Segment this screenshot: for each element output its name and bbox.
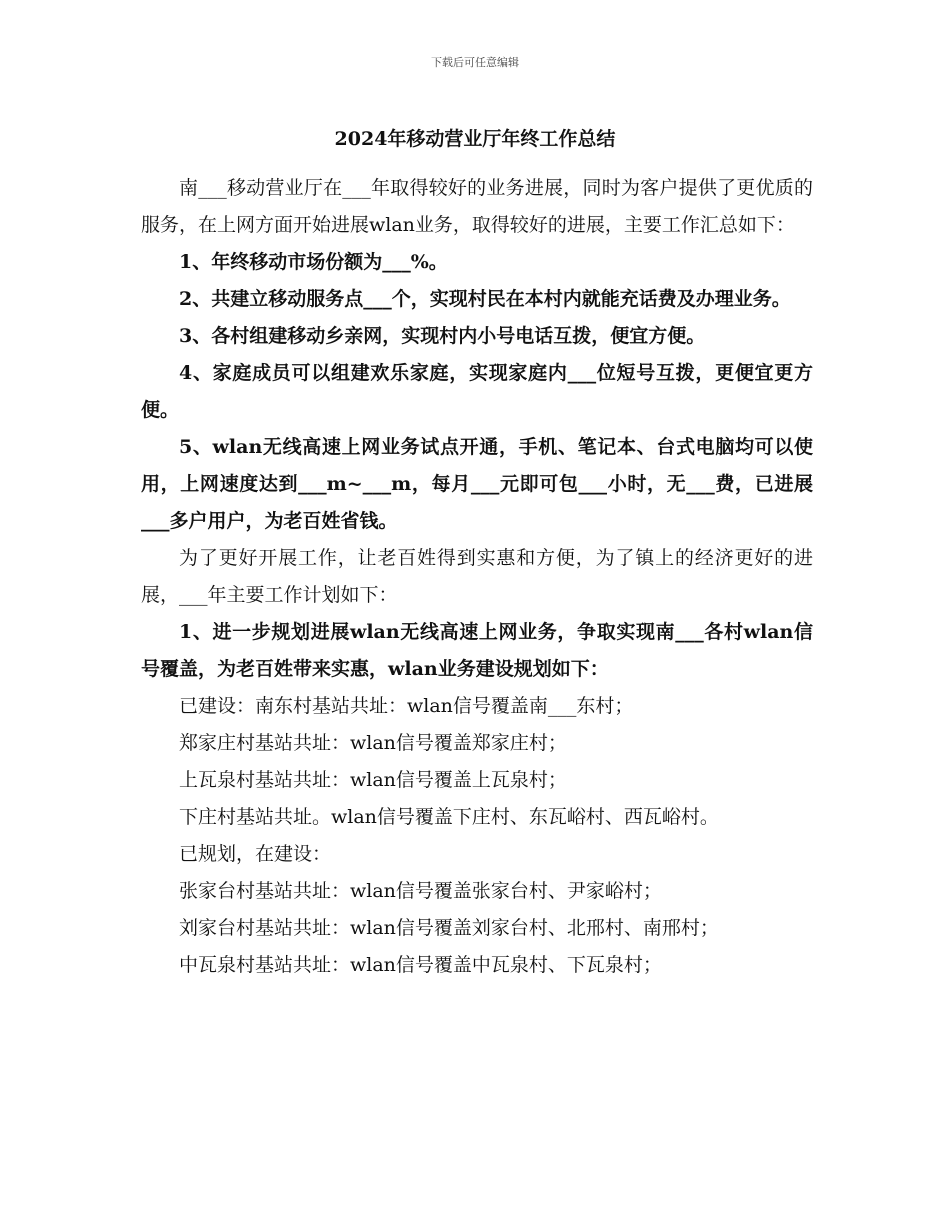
document-body (141, 170, 813, 984)
plan-item-1: 1、进一步规划进展wlan无线高速上网业务，争取实现南___各村wlan信号覆盖，为老百姓带来实惠，wlan业务建设规划如下： (141, 621, 813, 680)
planned-site-line: 张家台村基站共址：wlan信号覆盖张家台村、尹家峪村； (179, 880, 662, 902)
summary-item-4: 4、家庭成员可以组建欢乐家庭，实现家庭内___位短号互拨，更便宜更方便。 (141, 362, 813, 421)
summary-item-2: 2、共建立移动服务点___个，实现村民在本村内就能充话费及办理业务。 (179, 288, 791, 310)
built-site-line: 已建设：南东村基站共址：wlan信号覆盖南___东村； (179, 695, 634, 717)
summary-item-3: 3、各村组建移动乡亲网，实现村内小号电话互拨，便宜方便。 (179, 325, 706, 347)
planned-site-line: 刘家台村基站共址：wlan信号覆盖刘家台村、北邢村、南邢村； (179, 917, 719, 939)
page-header-note: 下载后可任意编辑 (431, 56, 519, 69)
plan-intro-paragraph: 为了更好开展工作，让老百姓得到实惠和方便，为了镇上的经济更好的进展，___年主要工作计划如下： (141, 547, 813, 606)
summary-item-1: 1、年终移动市场份额为___%。 (179, 251, 448, 273)
site-line: 下庄村基站共址。wlan信号覆盖下庄村、东瓦峪村、西瓦峪村。 (179, 806, 719, 828)
intro-paragraph: 南___移动营业厅在___年取得较好的业务进展，同时为客户提供了更优质的服务，在上网方面开始进展wlan业务，取得较好的进展，主要工作汇总如下： (141, 177, 813, 236)
planned-heading-line: 已规划，在建设： (179, 843, 332, 865)
site-line: 郑家庄村基站共址：wlan信号覆盖郑家庄村； (179, 732, 567, 754)
site-line: 上瓦泉村基站共址：wlan信号覆盖上瓦泉村； (179, 769, 567, 791)
planned-site-line: 中瓦泉村基站共址：wlan信号覆盖中瓦泉村、下瓦泉村； (179, 954, 662, 976)
document-title: 2024年移动营业厅年终工作总结 (334, 128, 616, 150)
summary-item-5: 5、wlan无线高速上网业务试点开通，手机、笔记本、台式电脑均可以使用，上网速度达到___m~___m，每月___元即可包___小时，无___费，已进展___多户用户，为老百姓省钱。 (141, 436, 813, 532)
